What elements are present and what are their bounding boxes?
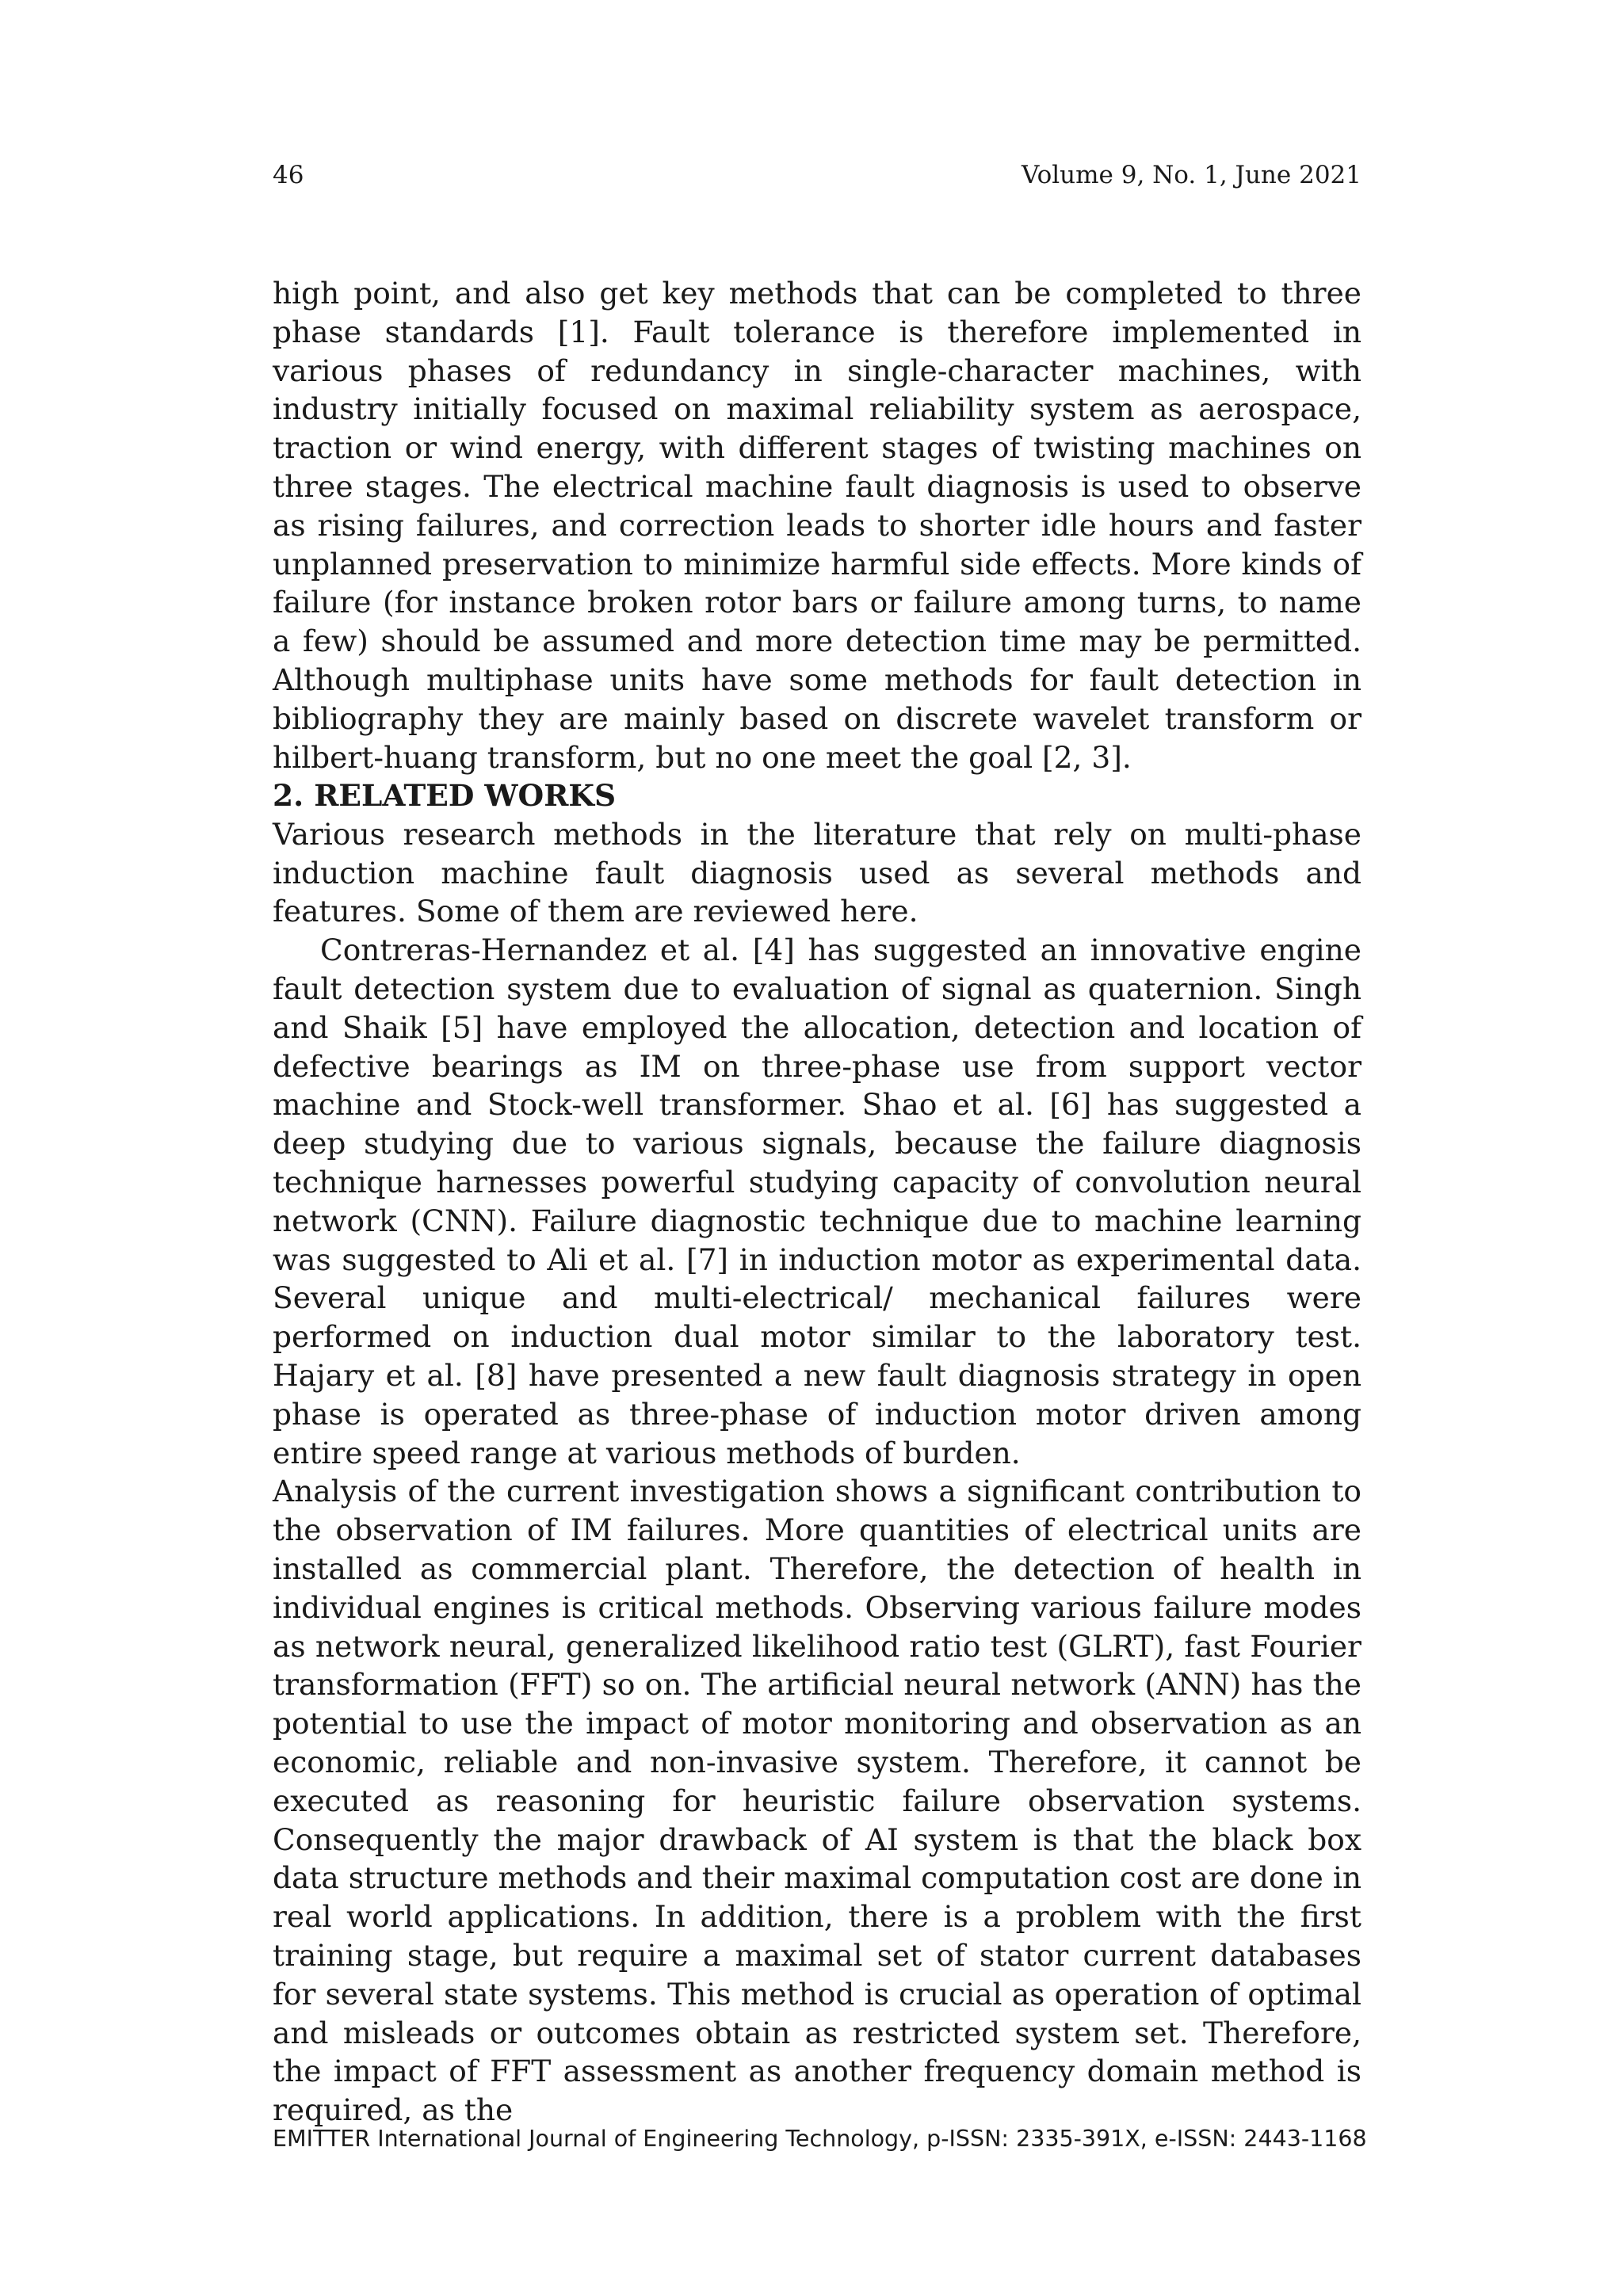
body-paragraph-3: Analysis of the current investigation shows a significant contribution to the observation of IM failures. More quantities of electrical units are installed as commercial plant. Therefore, the detection of health in individual engines is critical methods. Observing various failure modes as network neural, generalized likelihood ratio test (GLRT), fast Fourier transformation (FFT) so on. The artificial neural network (ANN) has the potential to use the impact of motor monitoring and observation as an economic, reliable and non-invasive system. Therefore, it cannot be executed as reasoning for heuristic failure observation systems. Consequently the major drawback of AI system is that the black box data structure methods and their maximal computation cost are done in real world applications. In addition, there is a problem with the first training stage, but require a maximal set of stator current databases for several state systems. This method is crucial as operation of optimal and misleads or outcomes obtain as restricted system set. Therefore, the impact of FFT assessment as another frequency domain method is required, as the: [273, 1474, 1361, 2128]
journal-issue: Volume 9, No. 1, June 2021: [1022, 161, 1361, 189]
body-paragraph-2: Contreras-Hernandez et al. [4] has suggested an innovative engine fault detection system due to evaluation of signal as quaternion. Singh and Shaik [5] have employed the allocation, detection and location of defective bearings as IM on three-phase use from support vector machine and Stock-well transformer. Shao et al. [6] has suggested a deep studying due to various signals, because the failure diagnosis technique harnesses powerful studying capacity of convolution neural network (CNN). Failure diagnostic technique due to machine learning was suggested to Ali et al. [7] in induction motor as experimental data. Several unique and multi-electrical/ mechanical failures were performed on induction dual motor similar to the laboratory test. Hajary et al. [8] have presented a new fault diagnosis strategy in open phase is operated as three-phase of induction motor driven among entire speed range at various methods of burden.: [273, 933, 1361, 1470]
page-number: 46: [273, 161, 304, 189]
body-paragraph-1: Various research methods in the literature that rely on multi-phase induction machine fault diagnosis used as several methods and features. Some of them are reviewed here.: [273, 816, 1361, 929]
journal-footer: EMITTER International Journal of Engineering Technology, p-ISSN: 2335-391X, e-ISSN: 2443-1168: [273, 2126, 1367, 2152]
running-header: [273, 155, 1361, 195]
related-works-section: [273, 776, 1361, 2130]
intro-paragraph: high point, and also get key methods that can be completed to three phase standards [1]. Fault tolerance is therefore implemented in various phases of redundancy in single-character machines, with industry initially focused on maximal reliability system as aerospace, traction or wind energy, with different stages of twisting machines on three stages. The electrical machine fault diagnosis is used to observe as rising failures, and correction leads to shorter idle hours and faster unplanned preservation to minimize harmful side effects. More kinds of failure (for instance broken rotor bars or failure among turns, to name a few) should be assumed and more detection time may be permitted. Although multiphase units have some methods for fault detection in bibliography they are mainly based on discrete wavelet transform or hilbert-huang transform, but no one meet the goal [2, 3].: [273, 276, 1361, 775]
section-heading: 2. RELATED WORKS: [273, 778, 617, 813]
intro-section: [273, 274, 1361, 776]
